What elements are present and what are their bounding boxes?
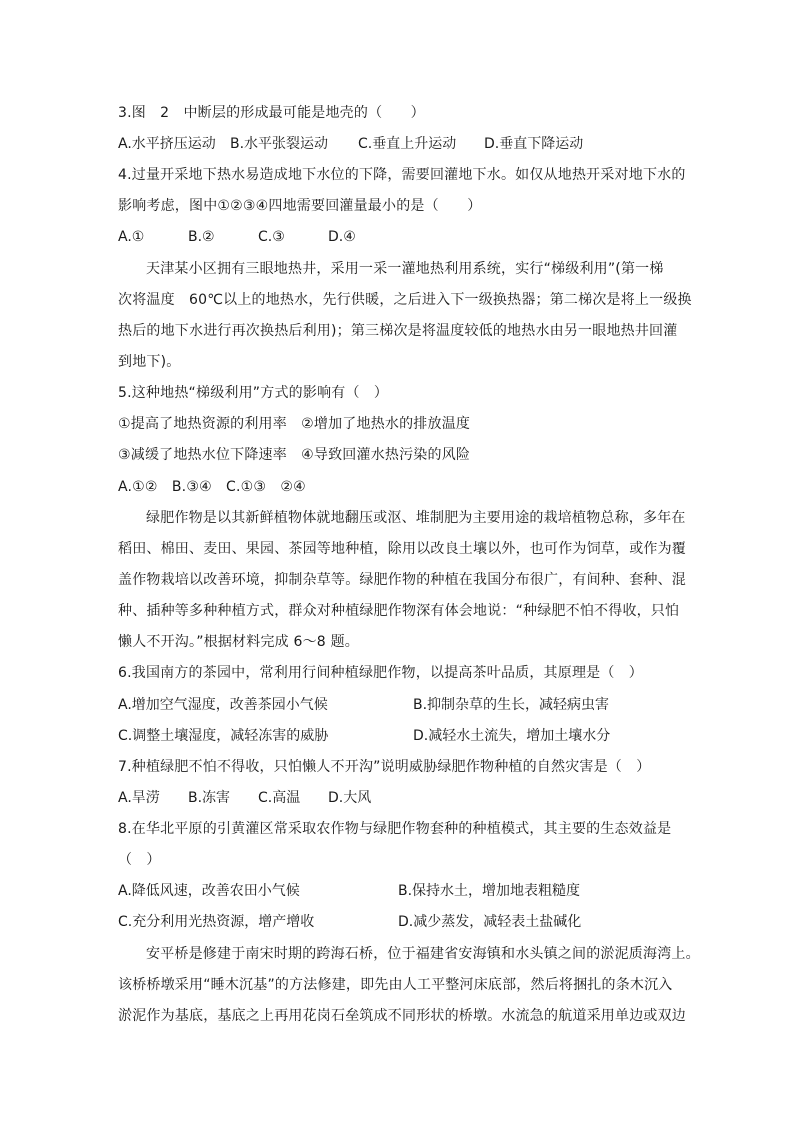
q4-stem-line1: 4.过量开采地下热水易造成地下水位的下降，需要回灌地下水。如仅从地热开采对地下水的	[118, 167, 686, 183]
passage1-line1: 天津某小区拥有三眼地热井，采用一采一灌地热利用系统，实行“梯级利用”(第一梯	[146, 261, 664, 277]
q7-stem: 7.种植绿肥不怕不得收，只怕懒人不开沟”说明威胁绿肥作物种植的自然灾害是（ ）	[118, 759, 651, 775]
q8-option-c: C.充分利用光热资源，增产增收	[118, 914, 315, 930]
q5-item1: ①提高了地热资源的利用率 ②增加了地热水的排放温度	[118, 416, 471, 432]
q4-option-d: D.④	[328, 229, 356, 245]
q4-stem-line2: 影响考虑，图中①②③④四地需要回灌量最小的是（ ）	[118, 198, 482, 214]
q7-option-c: C.高温	[258, 790, 301, 806]
passage2-line3: 盖作物栽培以改善环境，抑制杂草等。绿肥作物的种植在我国分布很广，有间种、套种、混	[118, 572, 686, 588]
q5-options: A.①② B.③④ C.①③ ②④	[118, 479, 306, 495]
q3-option-a: A.水平挤压运动	[118, 136, 216, 152]
q3-option-b: B.水平张裂运动	[230, 136, 329, 152]
q7-option-a: A.旱涝	[118, 790, 160, 806]
q5-stem: 5.这种地热“梯级利用”方式的影响有（ ）	[118, 385, 389, 401]
passage3-line3: 淤泥作为基底，基底之上再用花岗石垒筑成不同形状的桥墩。水流急的航道采用单边或双边	[118, 1008, 686, 1024]
passage2-line5: 懒人不开沟。”根据材料完成 6～8 题。	[118, 634, 359, 650]
passage2-line1: 绿肥作物是以其新鲜植物体就地翻压或沤、堆制肥为主要用途的栽培植物总称，多年在	[146, 510, 686, 526]
q4-option-c: C.③	[258, 229, 285, 245]
q6-option-a: A.增加空气湿度，改善茶园小气候	[118, 697, 328, 713]
q6-stem: 6.我国南方的茶园中，常利用行间种植绿肥作物，以提高茶叶品质，其原理是（ ）	[118, 665, 643, 681]
q8-option-a: A.降低风速，改善农田小气候	[118, 883, 300, 899]
q8-stem-line2: （ ）	[118, 852, 161, 868]
passage3-line1: 安平桥是修建于南宋时期的跨海石桥，位于福建省安海镇和水头镇之间的淤泥质海湾上。	[146, 946, 700, 962]
q6-option-c: C.调整土壤湿度，减轻冻害的威胁	[118, 728, 329, 744]
q8-option-b: B.保持水土，增加地表粗糙度	[398, 883, 581, 899]
passage1-line4: 到地下)。	[118, 354, 181, 370]
q8-option-d: D.减少蒸发，减轻表土盐碱化	[398, 914, 582, 930]
q6-option-d: D.减轻水土流失，增加土壤水分	[413, 728, 611, 744]
q3-option-c: C.垂直上升运动	[358, 136, 457, 152]
passage1-line2: 次将温度 60℃以上的地热水，先行供暖，之后进入下一级换热器；第二梯次是将上一级换	[118, 292, 692, 308]
passage1-line3: 热后的地下水进行再次换热后利用)；第三梯次是将温度较低的地热水由另一眼地热井回灌	[118, 323, 678, 339]
q7-option-b: B.冻害	[188, 790, 231, 806]
q5-item2: ③减缓了地热水位下降速率 ④导致回灌水热污染的风险	[118, 447, 471, 463]
passage2-line2: 稻田、棉田、麦田、果园、茶园等地种植，除用以改良土壤以外，也可作为饲草，或作为覆	[118, 541, 686, 557]
passage3-line2: 该桥桥墩采用“睡木沉基”的方法修建，即先由人工平整河床底部，然后将捆扎的条木沉入	[118, 977, 673, 993]
q6-option-b: B.抑制杂草的生长，减轻病虫害	[413, 697, 610, 713]
q7-option-d: D.大风	[328, 790, 372, 806]
passage2-line4: 种、插种等多种种植方式，群众对种植绿肥作物深有体会地说：“种绿肥不怕不得收，只怕	[118, 603, 680, 619]
q8-stem-line1: 8.在华北平原的引黄灌区常采取农作物与绿肥作物套种的种植模式，其主要的生态效益是	[118, 821, 672, 837]
q4-option-b: B.②	[188, 229, 215, 245]
q3-option-d: D.垂直下降运动	[484, 136, 584, 152]
q3-stem: 3.图 2 中断层的形成最可能是地壳的（ ）	[118, 105, 425, 121]
q4-option-a: A.①	[118, 229, 145, 245]
